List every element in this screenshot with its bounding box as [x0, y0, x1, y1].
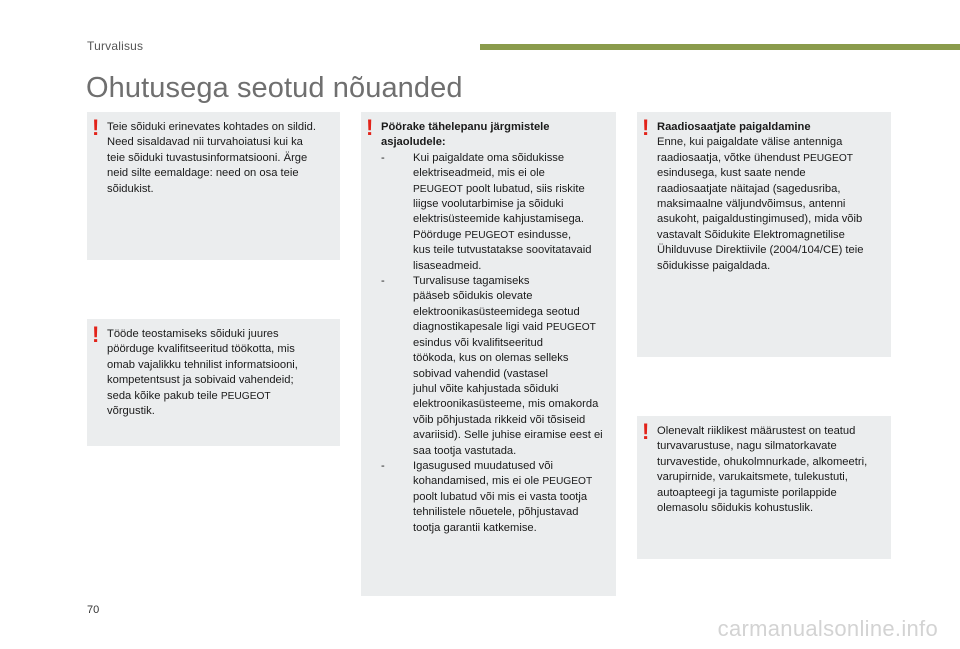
header-accent-bar: [480, 44, 960, 50]
workshop-note-box: [87, 319, 340, 446]
list-item: - Igasugused muudatused või kohandamised, mis ei ole PEUGEOT poolt lubatud või mis ei vasta tootja tehnilistele nõuetele, põhjustavad tootja garantii katkemise.: [381, 459, 593, 534]
attention-note-title: Pöörake tähelepanu järgmistele asjaoludele:: [381, 121, 550, 149]
exclamation-icon: !: [642, 419, 650, 444]
radio-note-box: [637, 112, 891, 357]
radio-note-title: Raadiosaatjate paigaldamine: [657, 121, 811, 133]
exclamation-icon: !: [92, 115, 100, 140]
exclamation-icon: !: [642, 115, 650, 140]
attention-note-box: [361, 112, 616, 596]
page-title: Ohutusega seotud nõuanded: [86, 72, 463, 104]
regulations-note-box: [637, 416, 891, 559]
exclamation-icon: !: [366, 115, 374, 140]
decals-note-text: Teie sõiduki erinevates kohtades on sildid. Need sisaldavad nii turvahoiatusi kui ka teie sõiduki tuvastusinformatsiooni. Ärge neid silte eemaldage: need on osa teie sõidukist.: [107, 121, 316, 195]
radio-note-text: Enne, kui paigaldate välise antenniga raadiosaatja, võtke ühendust PEUGEOT esindusega, kust saate nende raadiosaatjate näitajad (sagedusriba, maksimaalne väljundvõimsus, antenni asukoht, paigaldustingimused), mida võib vastavalt Sõidukite Elektromagnetilise Ühilduvuse Direktiivile (2004/104/CE) teie sõidukisse paigaldada.: [657, 136, 864, 272]
page-number: 70: [87, 604, 100, 616]
exclamation-icon: !: [92, 322, 100, 347]
attention-list: [381, 151, 606, 536]
list-item: - Kui paigaldate oma sõidukisse elektriseadmeid, mis ei ole PEUGEOT poolt lubatud, siis riskite liigse voolutarbimise ja sõiduki elektrisüsteemide kahjustamisega. Pöörduge PEUGEOT esindusse, kus teile tutvustatakse soovitatavaid lisaseadmeid.: [381, 151, 592, 272]
list-item: - Turvalisuse tagamiseks pääseb sõidukis olevate elektroonikasüsteemidega seotud diagnostikapesale ligi vaid PEUGEOT esindus või kvalifitseeritud töökoda, kus on olemas selleks sobivad vahendid (vastasel juhul võite kahjustada sõiduki elektroonikasüsteeme, mis omakorda võib põhjustada rikkeid või tõsiseid avariisid). Selle juhise eiramise eest ei saa tootja vastutada.: [381, 275, 603, 457]
regulations-note-text: Olenevalt riiklikest määrustest on teatud turvavarustuse, nagu silmatorkavate turvavestide, ohukolmnurkade, alkomeetri, varupirnide, varukaitsmete, tulekustuti, autoapteegi ja tagumiste porilappide olemasolu sõidukis kohustuslik.: [657, 425, 868, 515]
decals-note-box: [87, 112, 340, 260]
section-label: Turvalisus: [87, 39, 144, 53]
workshop-note-text: Tööde teostamiseks sõiduki juures pöörduge kvalifitseeritud töökotta, mis omab vajalikku tehnilist informatsiooni, kompetentsust ja sobivaid vahendeid; seda kõike pakub teile PEUGEOT võrgustik.: [107, 328, 298, 418]
watermark: carmanualsonline.info: [717, 616, 938, 641]
